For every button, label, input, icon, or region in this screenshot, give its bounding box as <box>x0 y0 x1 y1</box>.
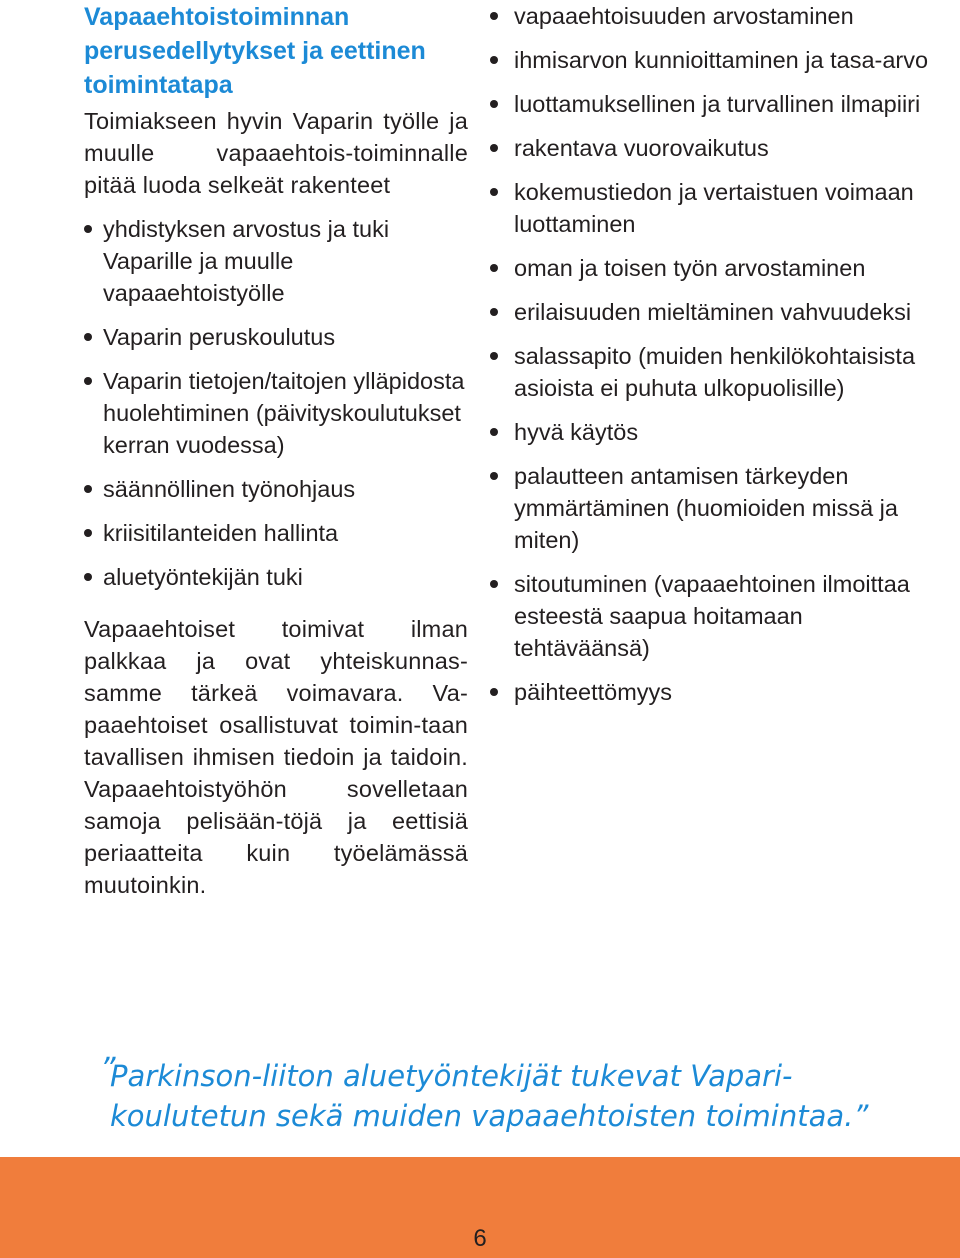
list-item-text: kokemustiedon ja vertaistuen voimaan luottaminen <box>514 179 914 237</box>
list-item-text: palautteen antamisen tärkeyden ymmärtäminen (huomioiden missä ja miten) <box>514 463 898 553</box>
list-item-text: päihteettömyys <box>514 679 673 705</box>
list-item-text: säännöllinen työnohjaus <box>103 476 356 502</box>
bullet-icon <box>84 573 92 581</box>
list-item-text: luottamuksellinen ja turvallinen ilmapiiri <box>514 91 921 117</box>
bullet-icon <box>490 428 498 436</box>
bullet-icon <box>490 12 498 20</box>
list-item-text: erilaisuuden mieltäminen vahvuudeksi <box>514 299 912 325</box>
heading-line: toimintatapa <box>84 71 233 99</box>
bullet-icon <box>84 333 92 341</box>
list-item <box>490 340 930 404</box>
closing-paragraph: Vapaaehtoiset toimivat ilman palkkaa ja ovat yhteiskunnas-samme tärkeä voimavara. Va-paaehtoiset osallistuvat toimin-taan tavallisen ihmisen tiedoin ja taidoin. Vapaaehtoistyöhön sovelletaan samoja pelisään-töjä ja eettisiä periaatteita kuin työelämässä muutoinkin. <box>84 616 468 898</box>
bullet-icon <box>490 264 498 272</box>
quote-mark-icon: ” <box>100 1052 116 1087</box>
bullet-icon <box>490 308 498 316</box>
list-item <box>490 568 930 664</box>
list-item <box>490 416 930 448</box>
list-item-text: oman ja toisen työn arvostaminen <box>514 255 866 281</box>
list-item <box>490 44 930 76</box>
bullet-icon <box>84 485 92 493</box>
bullet-icon <box>490 188 498 196</box>
heading-line: perusedellytykset ja eettinen <box>84 37 426 65</box>
list-item-text: hyvä käytös <box>514 419 639 445</box>
bullet-icon <box>490 580 498 588</box>
list-item-text: yhdistyksen arvostus ja tuki Vaparille ja muulle vapaaehtoistyölle <box>103 216 390 306</box>
list-item <box>490 176 930 240</box>
list-item-text: rakentava vuorovaikutus <box>514 135 769 161</box>
bullet-icon <box>490 472 498 480</box>
list-item <box>490 88 930 120</box>
list-item-text: Vaparin tietojen/taitojen ylläpidosta huolehtiminen (päivityskoulutukset kerran vuodessa) <box>103 368 465 458</box>
list-item <box>490 296 930 328</box>
bullet-icon <box>490 100 498 108</box>
list-item <box>84 517 468 549</box>
list-item <box>490 676 930 708</box>
bullet-icon <box>490 144 498 152</box>
section-heading <box>84 0 468 102</box>
list-item-text: Vaparin peruskoulutus <box>103 324 336 350</box>
intro-paragraph: Toimiakseen hyvin Vaparin työlle ja muulle vapaaehtois-toiminnalle pitää luoda selkeät rakenteet <box>84 108 468 198</box>
left-bullet-list <box>84 213 468 593</box>
list-item-text: aluetyöntekijän tuki <box>103 564 303 590</box>
list-item <box>84 561 468 593</box>
bullet-icon <box>490 352 498 360</box>
left-column <box>84 0 468 901</box>
page-number: 6 <box>473 1225 487 1252</box>
pull-quote <box>100 1052 870 1136</box>
bullet-icon <box>84 225 92 233</box>
right-bullet-list <box>490 0 930 708</box>
bullet-icon <box>490 688 498 696</box>
list-item <box>84 321 468 353</box>
list-item <box>490 252 930 284</box>
quote-line: koulutetun sekä muiden vapaaehtoisten toimintaa.” <box>110 1099 869 1133</box>
list-item <box>84 473 468 505</box>
bullet-icon <box>84 377 92 385</box>
list-item-text: salassapito (muiden henkilökohtaisista asioista ei puhuta ulkopuolisille) <box>514 343 916 401</box>
list-item <box>84 213 468 309</box>
quote-line: Parkinson-liiton aluetyöntekijät tukevat Vapari- <box>110 1059 793 1093</box>
list-item-text: ihmisarvon kunnioittaminen ja tasa-arvo <box>514 47 929 73</box>
list-item <box>490 460 930 556</box>
list-item-text: kriisitilanteiden hallinta <box>103 520 339 546</box>
list-item-text: sitoutuminen (vapaaehtoinen ilmoittaa esteestä saapua hoitamaan tehtäväänsä) <box>514 571 910 661</box>
list-item-text: vapaaehtoisuuden arvostaminen <box>514 3 854 29</box>
bullet-icon <box>84 529 92 537</box>
bullet-icon <box>490 56 498 64</box>
list-item <box>490 132 930 164</box>
right-column <box>490 0 930 708</box>
heading-line: Vapaaehtoistoiminnan <box>84 3 350 31</box>
list-item <box>490 0 930 32</box>
list-item <box>84 365 468 461</box>
